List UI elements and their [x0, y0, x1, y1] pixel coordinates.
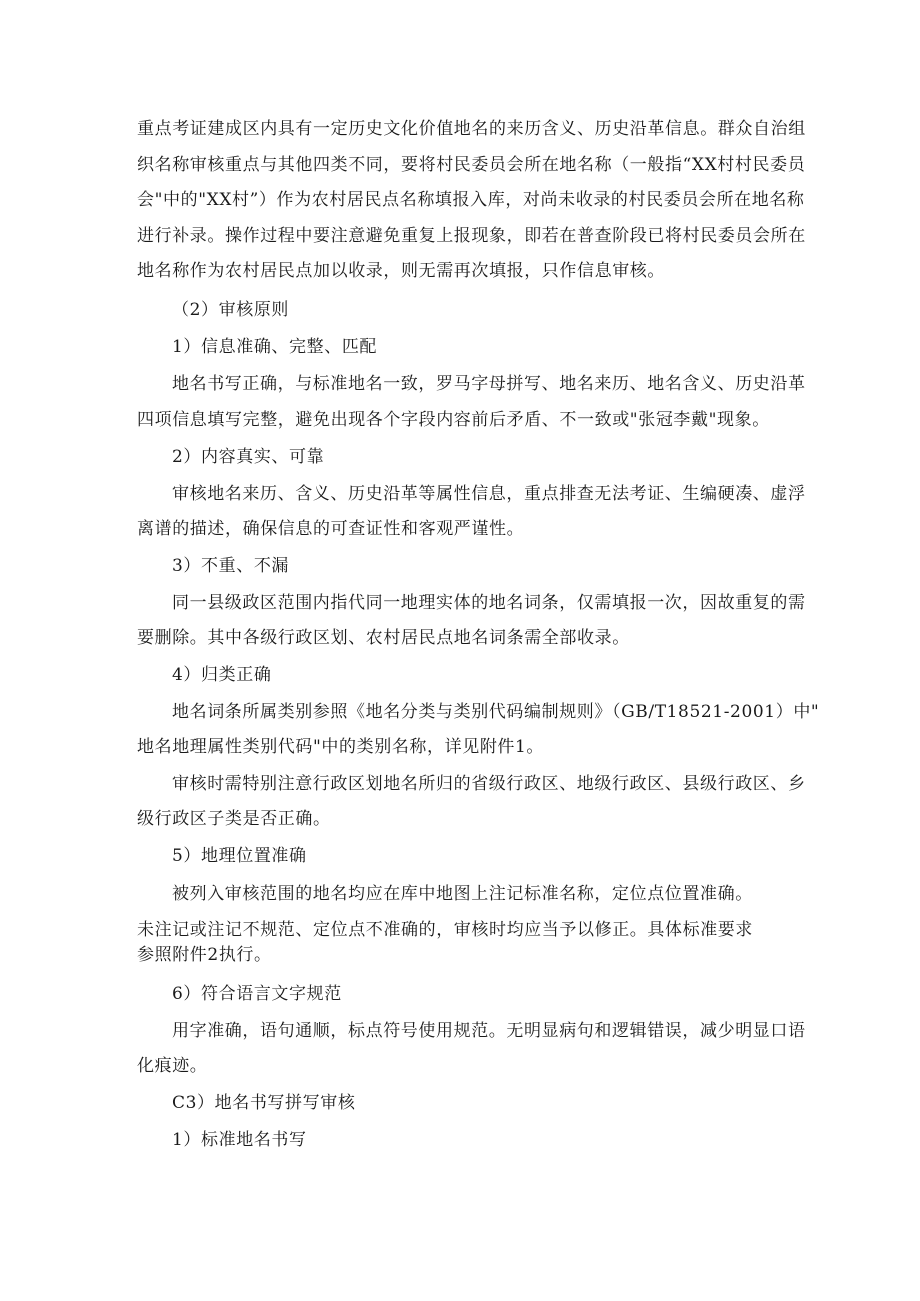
text-line: 地名称作为农村居民点加以收录，则无需再次填报，只作信息审核。 [137, 261, 665, 281]
subsection-heading: 2）内容真实、可靠 [172, 447, 325, 467]
text-line: 地名书写正确，与标准地名一致，罗马字母拼写、地名来历、地名含义、历史沿革 [172, 374, 806, 394]
subsection-heading: 1）标准地名书写 [172, 1130, 307, 1150]
section-heading: C3）地名书写拼写审核 [172, 1093, 356, 1113]
text-line: 重点考证建成区内具有一定历史文化价值地名的来历含义、历史沿革信息。群众自治组 [137, 119, 806, 139]
text-line: 化痕迹。 [137, 1056, 208, 1076]
section-heading: （2）审核原则 [172, 300, 290, 320]
text-line: 被列入审核范围的地名均应在库中地图上注记标准名称，定位点位置准确。 [172, 884, 753, 904]
text-line: 四项信息填写完整，避免出现各个字段内容前后矛盾、不一致或"张冠李戴"现象。 [137, 410, 770, 430]
subsection-heading: 6）符合语言文字规范 [172, 984, 342, 1004]
text-line: 进行补录。操作过程中要注意避免重复上报现象，即若在普查阶段已将村民委员会所在 [137, 226, 806, 246]
text-line: 会"中的"XX村”）作为农村居民点名称填报入库，对尚未收录的村民委员会所在地名称 [137, 190, 805, 210]
text-line: 审核时需特别注意行政区划地名所归的省级行政区、地级行政区、县级行政区、乡 [172, 774, 806, 794]
text-line: 审核地名来历、含义、历史沿革等属性信息，重点排查无法考证、生编硬凑、虚浮 [172, 484, 806, 504]
text-line: 未注记或注记不规范、定位点不准确的，审核时均应当予以修正。具体标准要求 [137, 920, 753, 940]
text-line: 同一县级政区范围内指代同一地理实体的地名词条，仅需填报一次，因故重复的需 [172, 593, 806, 613]
text-line: 用字准确，语句通顺，标点符号使用规范。无明显病句和逻辑错误，减少明显口语 [172, 1021, 806, 1041]
text-line: 级行政区子类是否正确。 [137, 809, 331, 829]
subsection-heading: 1）信息准确、完整、匹配 [172, 337, 378, 357]
text-line: 织名称审核重点与其他四类不同，要将村民委员会所在地名称（一般指“XX村村民委员 [137, 155, 806, 175]
text-line: 参照附件2执行。 [137, 945, 272, 965]
text-line: 要删除。其中各级行政区划、农村居民点地名词条需全部收录。 [137, 628, 630, 648]
text-line: 离谱的描述，确保信息的可查证性和客观严谨性。 [137, 519, 525, 539]
text-line: 地名词条所属类别参照《地名分类与类别代码编制规则》（GB/T18521-2001）中" [172, 702, 820, 722]
text-line: 地名地理属性类别代码"中的类别名称，详见附件1。 [137, 737, 545, 757]
subsection-heading: 5）地理位置准确 [172, 846, 307, 866]
subsection-heading: 3）不重、不漏 [172, 556, 290, 576]
subsection-heading: 4）归类正确 [172, 665, 272, 685]
